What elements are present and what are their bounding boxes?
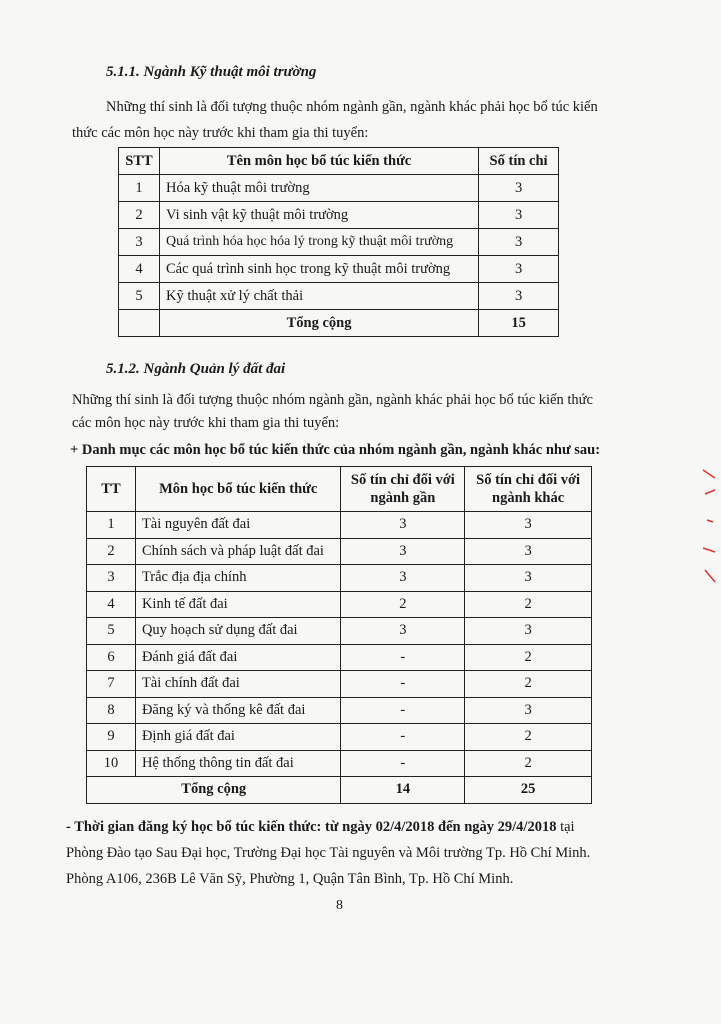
table-row <box>87 750 592 777</box>
land-management-table <box>86 466 592 804</box>
course-name: Chính sách và pháp luật đất đai <box>135 538 341 565</box>
table-row <box>119 256 559 283</box>
total-credits-near: 14 <box>341 777 465 804</box>
total-label: Tổng cộng <box>159 310 478 337</box>
section-1-intro-line-2: thức các môn học này trước khi tham gia thi tuyển: <box>72 125 369 141</box>
section-2-heading: 5.1.2. Ngành Quản lý đất đai <box>106 361 286 377</box>
registration-note-line-1 <box>66 814 656 840</box>
table-row <box>87 697 592 724</box>
header-stt: STT <box>119 148 160 175</box>
credits-near: 3 <box>341 618 465 645</box>
course-name: Trắc địa địa chính <box>135 565 341 592</box>
row-number: 1 <box>87 512 136 539</box>
course-name: Kỹ thuật xử lý chất thải <box>159 283 478 310</box>
header-credits-near: Số tín chỉ đối với ngành gần <box>341 467 465 512</box>
row-number: 5 <box>119 283 160 310</box>
table-total-row <box>119 310 559 337</box>
row-number: 5 <box>87 618 136 645</box>
table-row <box>87 591 592 618</box>
table-header-row <box>119 148 559 175</box>
table-row <box>87 618 592 645</box>
credits: 3 <box>479 175 559 202</box>
table-row <box>87 565 592 592</box>
page-number: 8 <box>336 898 343 913</box>
course-name: Tài chính đất đai <box>135 671 341 698</box>
section-2-intro-line-1: Những thí sinh là đối tượng thuộc nhóm ngành gần, ngành khác phải học bổ túc kiến thức <box>72 392 593 408</box>
row-number: 1 <box>119 175 160 202</box>
row-number: 3 <box>87 565 136 592</box>
credits-near: - <box>341 750 465 777</box>
course-name: Hóa kỹ thuật môi trường <box>159 175 478 202</box>
table-total-row <box>87 777 592 804</box>
environmental-engineering-table <box>118 147 559 337</box>
credits: 3 <box>479 256 559 283</box>
course-name: Định giá đất đai <box>135 724 341 751</box>
registration-note-tail: tại <box>556 819 575 835</box>
total-credits: 15 <box>479 310 559 337</box>
course-name: Đăng ký và thống kê đất đai <box>135 697 341 724</box>
row-number: 2 <box>87 538 136 565</box>
registration-period: - Thời gian đăng ký học bổ túc kiến thức: từ ngày 02/4/2018 đến ngày 29/4/2018 <box>66 819 557 835</box>
course-name: Hệ thống thông tin đất đai <box>135 750 341 777</box>
course-name: Các quá trình sinh học trong kỹ thuật môi trường <box>159 256 478 283</box>
credits-near: - <box>341 724 465 751</box>
table-row <box>87 538 592 565</box>
credits-near: 3 <box>341 512 465 539</box>
credits-other: 3 <box>465 618 592 645</box>
table-row <box>119 202 559 229</box>
credits-near: 2 <box>341 591 465 618</box>
stamp-edge-mark <box>699 460 719 600</box>
header-course-name: Môn học bổ túc kiến thức <box>135 467 341 512</box>
credits-other: 3 <box>465 512 592 539</box>
section-2-list-title: + Danh mục các môn học bổ túc kiến thức của nhóm ngành gần, ngành khác như sau: <box>70 442 601 458</box>
section-1-intro-line-1: Những thí sinh là đối tượng thuộc nhóm ngành gần, ngành khác phải học bổ túc kiến <box>106 99 598 115</box>
credits-other: 3 <box>465 697 592 724</box>
credits-other: 3 <box>465 565 592 592</box>
credits-near: - <box>341 644 465 671</box>
row-number: 4 <box>87 591 136 618</box>
table-row <box>119 229 559 256</box>
credits-near: 3 <box>341 538 465 565</box>
header-tt: TT <box>87 467 136 512</box>
course-name: Kinh tế đất đai <box>135 591 341 618</box>
row-number: 4 <box>119 256 160 283</box>
credits: 3 <box>479 283 559 310</box>
course-name: Quy hoạch sử dụng đất đai <box>135 618 341 645</box>
section-2-intro-line-2: các môn học này trước khi tham gia thi tuyển: <box>72 415 340 431</box>
credits-near: 3 <box>341 565 465 592</box>
table-row <box>119 175 559 202</box>
header-course-name: Tên môn học bổ túc kiến thức <box>159 148 478 175</box>
row-number: 7 <box>87 671 136 698</box>
table-row <box>119 283 559 310</box>
row-number: 8 <box>87 697 136 724</box>
credits-other: 2 <box>465 671 592 698</box>
table-row <box>87 512 592 539</box>
credits-other: 2 <box>465 591 592 618</box>
credits-other: 2 <box>465 644 592 671</box>
row-number: 10 <box>87 750 136 777</box>
registration-note <box>66 814 656 892</box>
credits-other: 3 <box>465 538 592 565</box>
registration-note-line-3: Phòng A106, 236B Lê Văn Sỹ, Phường 1, Quận Tân Bình, Tp. Hồ Chí Minh. <box>66 871 514 887</box>
credits-other: 2 <box>465 750 592 777</box>
registration-note-line-2: Phòng Đào tạo Sau Đại học, Trường Đại học Tài nguyên và Môi trường Tp. Hồ Chí Minh. <box>66 845 591 861</box>
course-name: Vi sinh vật kỹ thuật môi trường <box>159 202 478 229</box>
credits-near: - <box>341 697 465 724</box>
total-label: Tổng cộng <box>87 777 341 804</box>
table-header-row <box>87 467 592 512</box>
course-name: Đánh giá đất đai <box>135 644 341 671</box>
row-number: 2 <box>119 202 160 229</box>
table-row <box>87 724 592 751</box>
row-number: 6 <box>87 644 136 671</box>
table-row <box>87 644 592 671</box>
table-row <box>87 671 592 698</box>
section-1-heading: 5.1.1. Ngành Kỹ thuật môi trường <box>106 64 317 80</box>
credits: 3 <box>479 229 559 256</box>
row-number: 3 <box>119 229 160 256</box>
header-credits-other: Số tín chỉ đối với ngành khác <box>465 467 592 512</box>
course-name: Tài nguyên đất đai <box>135 512 341 539</box>
credits-other: 2 <box>465 724 592 751</box>
row-number: 9 <box>87 724 136 751</box>
course-name: Quá trình hóa học hóa lý trong kỹ thuật môi trường <box>159 229 478 256</box>
credits: 3 <box>479 202 559 229</box>
header-credits: Số tín chỉ <box>479 148 559 175</box>
total-credits-other: 25 <box>465 777 592 804</box>
credits-near: - <box>341 671 465 698</box>
